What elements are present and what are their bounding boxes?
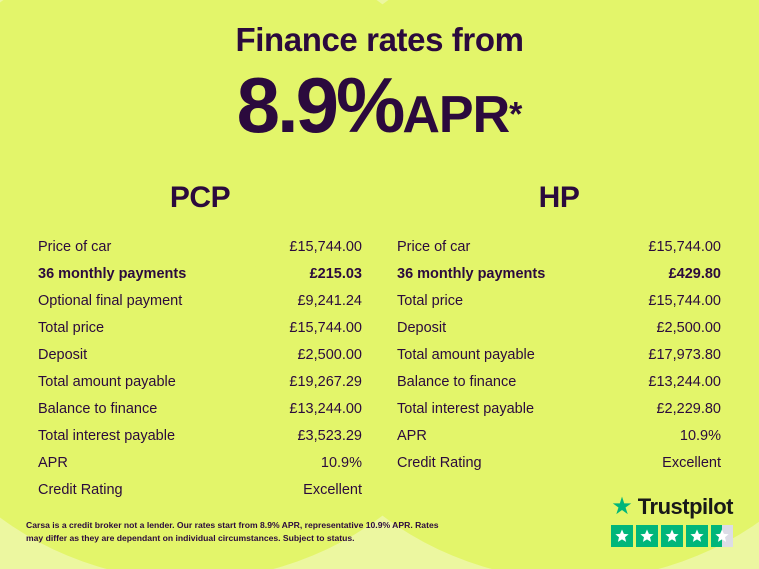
row-value: 10.9% [679,427,721,444]
row-value: £9,241.24 [297,292,362,309]
star-icon [636,525,658,547]
rate-asterisk: * [509,95,523,134]
row-value: £13,244.00 [648,373,721,390]
table-row [30,233,370,260]
table-row [30,368,370,395]
poster-footer [0,483,759,569]
row-label: APR [397,427,427,444]
row-label: Price of car [38,238,112,255]
table-row [389,260,729,287]
table-row [389,314,729,341]
table-row [389,341,729,368]
row-value: £19,267.29 [289,373,362,390]
row-value: £13,244.00 [289,400,362,417]
star-icon [661,525,683,547]
row-value: £17,973.80 [648,346,721,363]
row-value: Excellent [303,481,362,498]
row-label: Total amount payable [38,373,176,390]
table-row [30,341,370,368]
finance-comparison [0,151,759,503]
row-label: Optional final payment [38,292,183,309]
row-value: £2,500.00 [297,346,362,363]
disclaimer-text: Carsa is a credit broker not a lender. Our rates start from 8.9% APR, representative 10.9% APR. Rates may differ as they are dependant on individual circumstances. Subject to status. [26,520,439,544]
trustpilot-star-icon: ★ [611,493,633,520]
row-label: Total price [397,292,464,309]
table-row [389,449,729,476]
row-value: £2,229.80 [656,400,721,417]
rate-apr-label: APR [402,86,510,145]
row-label: APR [38,454,68,471]
row-value: £15,744.00 [648,238,721,255]
table-row [30,449,370,476]
row-label: Balance to finance [397,373,517,390]
row-label: Total interest payable [38,427,176,444]
table-row [389,422,729,449]
finance-column-hp [389,181,729,503]
row-value: £15,744.00 [289,319,362,336]
table-row [389,368,729,395]
star-icon [611,525,633,547]
table-row [30,395,370,422]
row-label: Credit Rating [38,481,123,498]
finance-column-pcp [30,181,370,503]
trustpilot-stars [611,525,733,547]
row-value: Excellent [662,454,721,471]
row-label: Deposit [38,346,88,363]
trustpilot-logo [611,494,733,520]
row-label: 36 monthly payments [38,265,187,282]
headline-rate [0,60,759,151]
table-row [389,287,729,314]
table-row [389,395,729,422]
row-value: £3,523.29 [297,427,362,444]
table-row [30,260,370,287]
table-row [389,233,729,260]
row-label: 36 monthly payments [397,265,546,282]
trustpilot-wordmark: Trustpilot [637,494,733,519]
table-row [30,314,370,341]
row-label: Deposit [397,319,447,336]
row-value: 10.9% [320,454,362,471]
table-row [30,422,370,449]
half-star-icon [711,525,733,547]
row-label: Balance to finance [38,400,158,417]
row-label: Credit Rating [397,454,482,471]
row-label: Total price [38,319,105,336]
page-title: Finance rates from [235,21,524,58]
row-value: £15,744.00 [648,292,721,309]
row-label: Price of car [397,238,471,255]
row-label: Total amount payable [397,346,535,363]
star-icon [686,525,708,547]
column-title-pcp: PCP [169,181,231,215]
row-value: £15,744.00 [289,238,362,255]
row-value: £429.80 [668,265,721,282]
column-title-hp: HP [538,181,580,215]
row-label: Total interest payable [397,400,535,417]
table-row [30,287,370,314]
rate-value: 8.9% [236,61,403,150]
row-value: £2,500.00 [656,319,721,336]
row-value: £215.03 [309,265,362,282]
trustpilot-rating[interactable] [611,494,733,547]
